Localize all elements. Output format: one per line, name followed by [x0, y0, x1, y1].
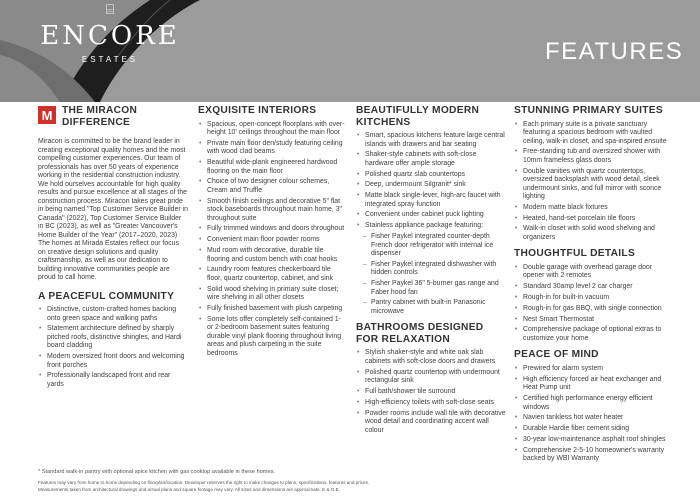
list-item: • Rough-in for built-in vacuum	[514, 294, 670, 303]
footnote-measurements: Measurements taken from architectural drawings and actual plans and square footage may vary. All sizes and dimensions are approximate. E & O.E.	[38, 487, 340, 492]
list-item: • Rough-in for gas BBQ, with single connection	[514, 305, 670, 314]
brand-logo	[40, 0, 180, 64]
sub-list-item: – Fisher Paykel integrated counter-depth French door refrigerator with internal ice dispenser	[356, 233, 506, 259]
list-item: • Prewired for alarm system	[514, 365, 670, 374]
list-item: • Smooth finish ceilings and decorative 5" flat stock baseboards throughout main home, 3" throughout suite	[198, 198, 346, 224]
column-interiors	[198, 105, 346, 364]
list-thoughtful	[514, 264, 670, 343]
list-item: • Spacious, open-concept floorplans with over-height 10' ceilings throughout the main floor	[198, 121, 346, 138]
footnote-pantry: * Standard walk-in pantry with optional spice kitchen with gas cooktop available in these homes.	[38, 469, 275, 475]
list-item: • Full bath/shower tile surround	[356, 388, 506, 397]
list-item: • Heated, hand-set porcelain tile floors	[514, 215, 670, 224]
section-bathrooms	[356, 322, 506, 435]
miracon-paragraph: Miracon is committed to be the brand leader in creating exceptional quality homes and the most compelling customer experiences. Our team of professionals has over 50 years of experience working in the residential construction industry. We hold ourselves accountable for high quality results and pursue excellence at all stages of the construction process. Miracon takes great pride in being named "Top Customer Service Builder in Canada" (2022), Top Customer Service Builder in BC (2023), as well as "Greater Vancouver's Home Builder of the Year" (2017–2020, 2023) The homes at Mirada Estates reflect our focus on creative design solutions and quality craftsmanship, as well as our dedication to building innovative communities people are proud to call home.	[38, 138, 188, 281]
section-peaceful-community	[38, 291, 188, 390]
column-kitchens-baths	[356, 105, 506, 441]
list-item: • Private main floor den/study featuring ceiling with wood clad beams	[198, 140, 346, 157]
list-item: • Convenient main floor powder rooms	[198, 236, 346, 245]
section-peace-of-mind	[514, 349, 670, 463]
header-banner	[0, 0, 700, 102]
list-item: • Double vanities with quartz countertops, oversized backsplash with wood detail, sleek undermount sinks, and full mirror with sconce lighting	[514, 168, 670, 202]
miracon-heading	[38, 105, 188, 132]
section-title-peace: PEACE OF MIND	[514, 349, 599, 361]
list-item: • Matte black single-lever, high-arc faucet with integrated spray function	[356, 192, 506, 209]
list-item: • Solid wood shelving in primary suite closet; wire shelving in all other closets	[198, 286, 346, 303]
list-item: • Laundry room features checkerboard tile floor, quartz countertop, cabinet, and sink	[198, 266, 346, 283]
list-item: • Beautiful wide-plank engineered hardwood flooring on the main floor	[198, 159, 346, 176]
list-item: • Double garage with overhead garage door opener with 2 remotes	[514, 264, 670, 281]
sub-list-item: – Fisher Paykel integrated dishwasher with hidden controls	[356, 261, 506, 278]
list-peaceful	[38, 306, 188, 389]
section-title-kitchens: BEAUTIFULLY MODERN KITCHENS	[356, 105, 480, 128]
list-item: • Comprehensive package of optional extras to customize your home	[514, 326, 670, 343]
list-item: • High efficiency forced air heat exchanger and Heat Pump unit	[514, 376, 670, 393]
list-item: • Deep, undermount Silgranit* sink	[356, 181, 506, 190]
list-peace	[514, 365, 670, 464]
list-item: • Certified high performance energy efficient windows	[514, 395, 670, 412]
brand-subtitle: ESTATES	[81, 55, 139, 64]
list-item: • Modern oversized front doors and welcoming front porches	[38, 353, 188, 370]
list-interiors	[198, 121, 346, 359]
section-title-miracon: THE MIRACON DIFFERENCE	[62, 105, 138, 128]
list-item: • Nest Smart Thermostat	[514, 316, 670, 325]
section-title-primary: STUNNING PRIMARY SUITES	[514, 105, 663, 116]
section-primary-suites	[514, 105, 670, 242]
list-item: • Powder rooms include wall tile with decorative wood detail and coordinating accent wall colour	[356, 410, 506, 436]
section-thoughtful	[514, 248, 670, 343]
list-item: • High-efficiency toilets with soft-close seats	[356, 399, 506, 408]
list-item: • 30-year low-maintenance asphalt roof shingles	[514, 436, 670, 445]
section-title-bathrooms: BATHROOMS DESIGNED FOR RELAXATION	[356, 322, 484, 345]
page-title: FEATURES	[545, 38, 684, 65]
list-item: • Stylish shaker-style and white oak slab cabinets with soft-close doors and drawers	[356, 349, 506, 366]
list-item: • Statement architecture defined by sharply pitched roofs, distinctive shingles, and Hardi board cladding	[38, 325, 188, 351]
list-item: • Some lots offer completely self-contained 1- or 2-bedroom basement suites featuring durable vinyl plank flooring throughout living areas and plush carpeting in the suite bedrooms	[198, 316, 346, 359]
brand-name: ENCORE	[40, 21, 180, 51]
list-item: • Standard 30amp level 2 car charger	[514, 283, 670, 292]
footnote-disclaimer: Features may vary from home to home depending on floorplan/location. Developer reserves the right to make changes to plans, specifications, features and prices.	[38, 480, 370, 485]
list-item: • Walk-in closet with solid wood shelving and organizers	[514, 225, 670, 242]
logo-mark-icon: ⌸	[105, 2, 115, 18]
list-item: • Shaker-style cabinets with soft-close hardware offer ample storage	[356, 151, 506, 168]
list-item: • Professionally landscaped front and rear yards	[38, 372, 188, 389]
section-interiors	[198, 105, 346, 358]
list-item: • Modern matte black fixtures	[514, 204, 670, 213]
list-item: • Comprehensive 2-5-10 homeowner's warranty backed by WBI Warranty	[514, 447, 670, 464]
list-item: • Polished quartz countertop with undermount rectangular sink	[356, 369, 506, 386]
section-title-interiors: EXQUISITE INTERIORS	[198, 105, 317, 116]
list-item: • Fully trimmed windows and doors throughout	[198, 225, 346, 234]
column-miracon	[38, 105, 188, 395]
list-item: • Polished quartz slab countertops	[356, 171, 506, 180]
column-suites-details	[514, 105, 670, 470]
list-item: • Fully finished basement with plush carpeting	[198, 305, 346, 314]
list-item: • Free-standing tub and oversized shower with 10mm frameless glass doors	[514, 148, 670, 165]
list-item: • Durable Hardie fiber cement siding	[514, 425, 670, 434]
list-primary	[514, 121, 670, 243]
miracon-logo-icon: M	[38, 106, 56, 124]
list-item: • Mud room with decorative, durable tile flooring and custom bench with coat hooks	[198, 247, 346, 264]
section-kitchens	[356, 105, 506, 316]
list-item: • Each primary suite is a private sanctuary featuring a spacious bedroom with vaulted ceiling, walk-in closet, and spa-inspired ensuite	[514, 121, 670, 147]
sub-list-item: – Fisher Paykel 36" 5-burner gas range and Faber hood fan	[356, 280, 506, 297]
list-item: • Distinctive, custom-crafted homes backing onto green space and walking paths	[38, 306, 188, 323]
section-title-peaceful: A PEACEFUL COMMUNITY	[38, 290, 175, 302]
section-title-thoughtful: THOUGHTFUL DETAILS	[514, 248, 636, 260]
list-item: • Choice of two designer colour schemes, Cream and Truffle	[198, 178, 346, 195]
list-item: • Smart, spacious kitchens feature large central islands with drawers and bar seating	[356, 132, 506, 149]
list-item: • Navien tankless hot water heater	[514, 414, 670, 423]
list-bathrooms	[356, 349, 506, 435]
sub-list-item: – Pantry cabinet with built-in Panasonic microwave	[356, 299, 506, 316]
list-item: • Stainless appliance package featuring:	[356, 222, 506, 231]
list-item: • Convenient under cabinet puck lighting	[356, 211, 506, 220]
list-kitchens	[356, 132, 506, 316]
